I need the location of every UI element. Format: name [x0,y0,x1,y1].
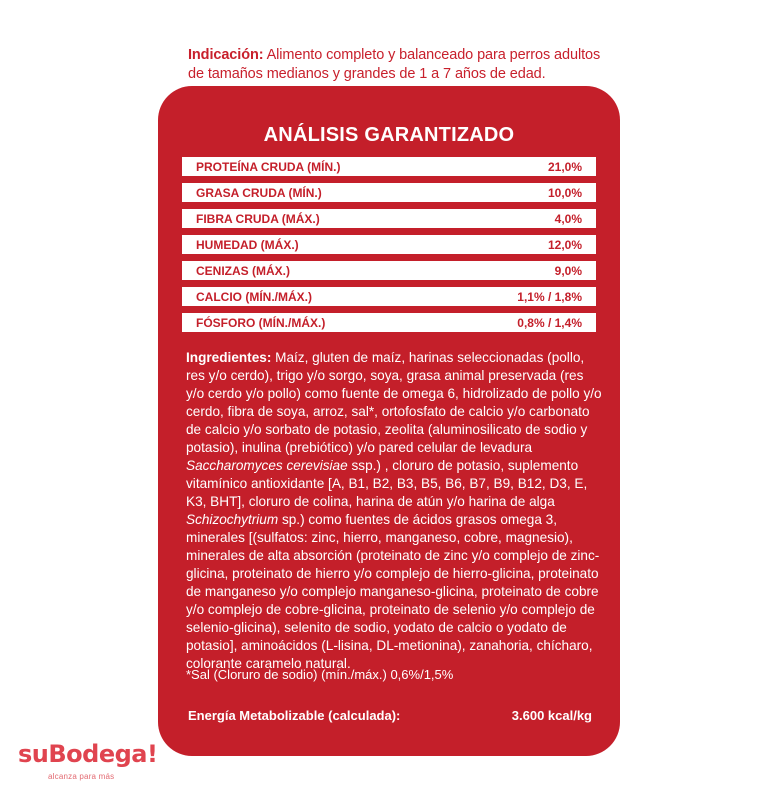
analysis-row-label: CENIZAS (MÁX.) [196,264,290,278]
energy-value: 3.600 kcal/kg [511,708,592,723]
analysis-row-label: FÓSFORO (MÍN./MÁX.) [196,316,326,330]
analysis-row-label: GRASA CRUDA (MÍN.) [196,186,322,200]
analysis-row-value: 0,8% / 1,4% [517,316,582,330]
salt-note: *Sal (Cloruro de sodio) (mín./máx.) 0,6%/1,5% [186,667,454,682]
ingredients-part2: ssp.) , cloruro de potasio, suplemento vitamínico antioxidante [A, B1, B2, B3, B5, B6, B7, B9, B12, D3, E, K3, BHT], cloruro de colina, harina de atún y/o harina de alga [186,458,588,509]
subodega-logo: suBodega! [18,740,158,768]
ingredients-italic2: Schizochytrium [186,512,279,527]
analysis-row-label: FIBRA CRUDA (MÁX.) [196,212,320,226]
analysis-title: ANÁLISIS GARANTIZADO [263,124,515,146]
analysis-row-value: 1,1% / 1,8% [517,290,582,304]
energy-line [188,708,592,723]
analysis-row-value: 12,0% [547,238,582,252]
analysis-row-phosphorus [182,313,596,332]
ingredients-part3: sp.) como fuentes de ácidos grasos omega 3, minerales [(sulfatos: zinc, hierro, manganeso, cobre, magnesio), minerales de alta absorción (proteinato de zinc y/o complejo de zinc-glicina, proteinato de hierro y/o complejo de hierro-glicina, proteinato de manganeso y/o complejo manganeso-glicina, proteinato de cobre y/o complejo de cobre-glicina, proteinato de selenio y/o complejo de selenio-glicina), selenito de sodio, yodato de calcio o yodato de potasio], aminoácidos (L-lisina, DL-metionina), zanahoria, chícharo, colorante caramelo natural. [186,512,600,671]
analysis-row-label: CALCIO (MÍN./MÁX.) [196,290,312,304]
indication-body: Alimento completo y balanceado para perros adultos de tamaños medianos y grandes de 1 a 7 años de edad. [188,47,601,82]
ingredients-italic1: Saccharomyces cerevisiae [186,458,348,473]
analysis-row-ash [182,261,596,280]
nutrition-panel [158,86,620,756]
energy-label: Energía Metabolizable (calculada): [188,708,401,723]
analysis-row-label: PROTEÍNA CRUDA (MÍN.) [196,160,341,174]
analysis-row-protein [182,157,596,176]
analysis-row-fiber [182,209,596,228]
analysis-row-value: 9,0% [554,264,582,278]
analysis-row-calcium [182,287,596,306]
analysis-row-value: 21,0% [547,160,582,174]
analysis-table [182,157,596,339]
logo-tagline: alcanza para más [48,772,115,781]
analysis-row-label: HUMEDAD (MÁX.) [196,238,299,252]
indication-label: Indicación: [188,47,264,63]
analysis-row-value: 4,0% [554,212,582,226]
indication-text [188,46,618,84]
ingredients-text [186,349,602,673]
ingredients-label: Ingredientes: [186,350,272,365]
ingredients-part1: Maíz, gluten de maíz, harinas seleccionadas (pollo, res y/o cerdo), trigo y/o sorgo, soya, grasa animal preservada (res y/o cerdo y/o pollo) como fuente de omega 6, hidrolizado de pollo y/o cerdo, fibra de soya, arroz, sal*, ortofosfato de calcio y/o carbonato de calcio y/o sorbato de potasio, zeolita (aluminosilicato de sodio y potasio), inulina (prebiótico) y/o pared celular de levadura [186,350,602,455]
analysis-row-moisture [182,235,596,254]
analysis-row-fat [182,183,596,202]
analysis-row-value: 10,0% [547,186,582,200]
